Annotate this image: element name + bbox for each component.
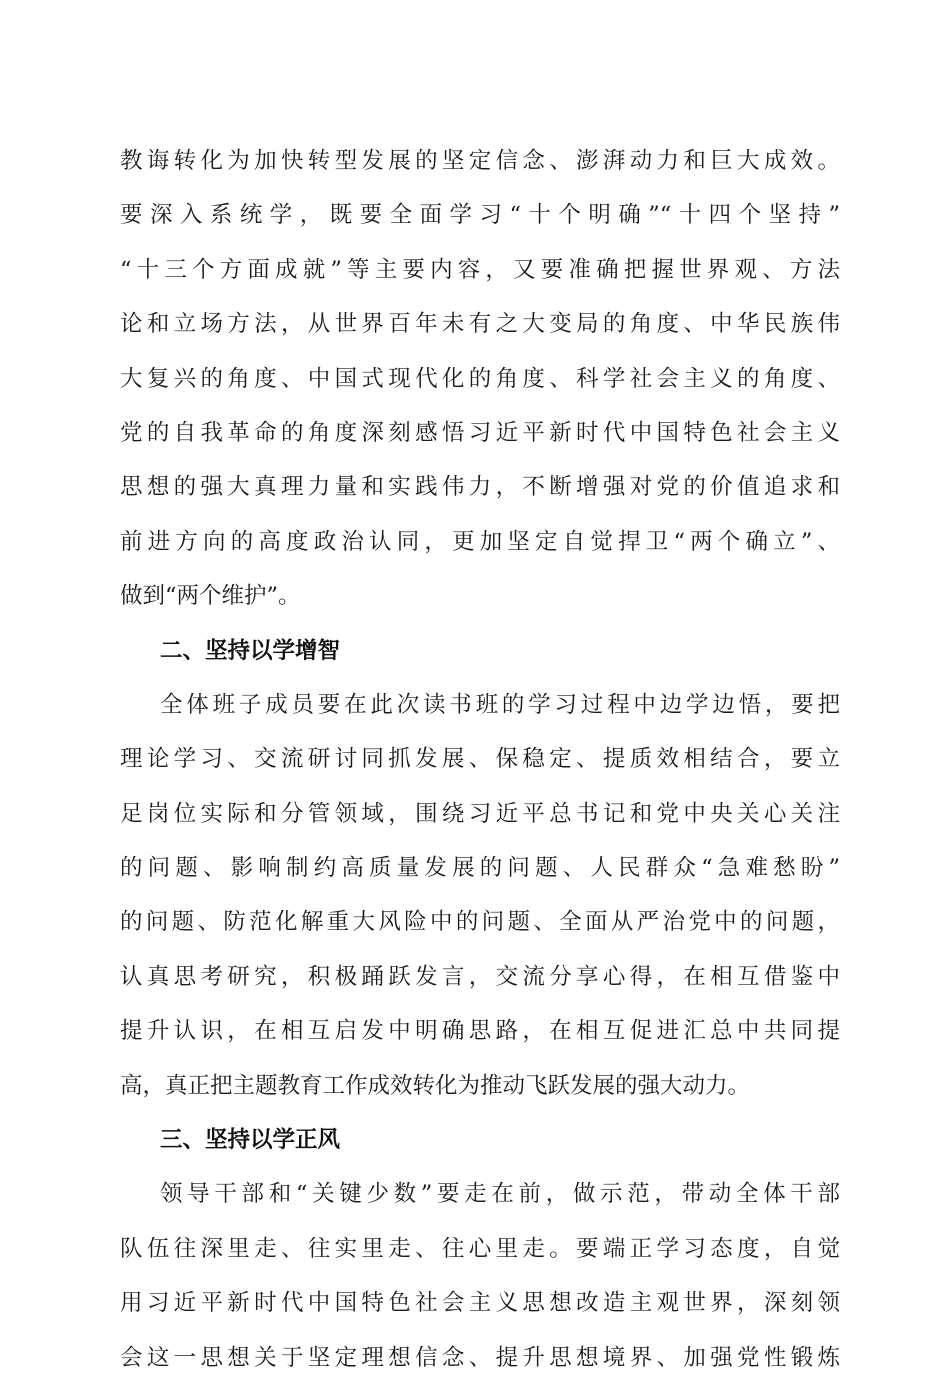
section-heading: 二、坚持以学增智 bbox=[160, 637, 341, 664]
body-line: 大复兴的角度、中国式现代化的角度、科学社会主义的角度、 bbox=[120, 365, 840, 392]
section-heading: 三、坚持以学正风 bbox=[160, 1127, 341, 1154]
body-line: 论和立场方法，从世界百年未有之大变局的角度、中华民族伟 bbox=[120, 311, 840, 338]
document-body bbox=[120, 134, 840, 1385]
body-line: 前进方向的高度政治认同，更加坚定自觉捍卫“两个确立”、 bbox=[120, 528, 840, 555]
body-line: “十三个方面成就”等主要内容，又要准确把握世界观、方法 bbox=[120, 256, 840, 283]
body-line: 足岗位实际和分管领域，围绕习近平总书记和党中央关心关注 bbox=[120, 800, 840, 827]
body-line: 队伍往深里走、往实里走、往心里走。要端正学习态度，自觉 bbox=[120, 1235, 840, 1262]
body-line: 要深入系统学，既要全面学习“十个明确”“十四个坚持” bbox=[120, 202, 840, 229]
body-line: 会这一思想关于坚定理想信念、提升思想境界、加强党性锻炼 bbox=[120, 1344, 840, 1371]
body-line: 理论学习、交流研讨同抓发展、保稳定、提质效相结合，要立 bbox=[120, 746, 840, 773]
body-line: 高，真正把主题教育工作成效转化为推动飞跃发展的强大动力。 bbox=[120, 1072, 751, 1099]
body-line: 提升认识，在相互启发中明确思路，在相互促进汇总中共同提 bbox=[120, 1018, 840, 1045]
paragraph-first-line: 全体班子成员要在此次读书班的学习过程中边学边悟，要把 bbox=[160, 691, 840, 718]
body-line: 做到“两个维护”。 bbox=[120, 583, 301, 610]
body-line: 的问题、防范化解重大风险中的问题、全面从严治党中的问题， bbox=[120, 909, 840, 936]
body-line: 认真思考研究，积极踊跃发言，交流分享心得，在相互借鉴中 bbox=[120, 963, 840, 990]
body-line: 的问题、影响制约高质量发展的问题、人民群众“急难愁盼” bbox=[120, 855, 840, 882]
body-line: 教诲转化为加快转型发展的坚定信念、澎湃动力和巨大成效。 bbox=[120, 148, 840, 174]
body-line: 用习近平新时代中国特色社会主义思想改造主观世界，深刻领 bbox=[120, 1290, 840, 1317]
paragraph-first-line: 领导干部和“关键少数”要走在前，做示范，带动全体干部 bbox=[160, 1181, 840, 1208]
body-line: 思想的强大真理力量和实践伟力，不断增强对党的价值追求和 bbox=[120, 474, 840, 501]
body-line: 党的自我革命的角度深刻感悟习近平新时代中国特色社会主义 bbox=[120, 419, 840, 446]
